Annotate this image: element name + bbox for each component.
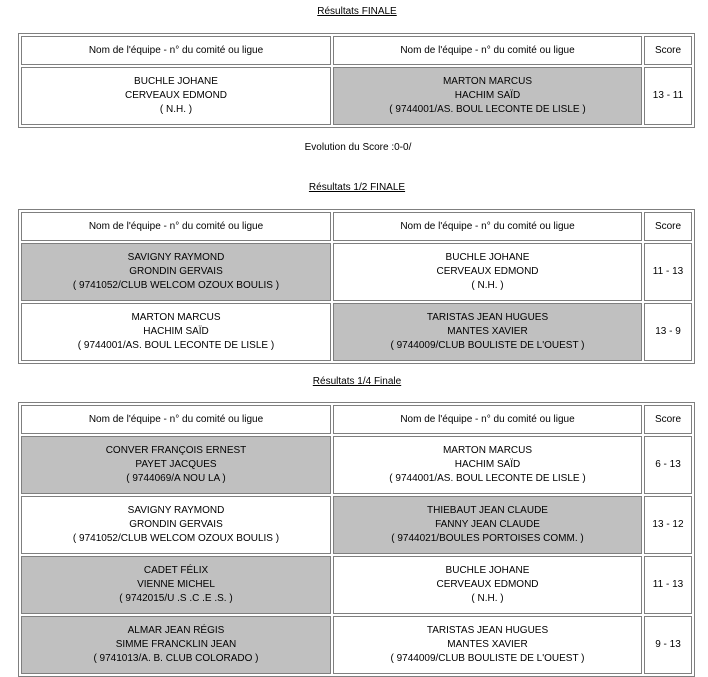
player-name: MARTON MARCUS bbox=[442, 445, 533, 456]
score-cell: 9 - 13 bbox=[644, 616, 692, 674]
team-club: ( 9741013/A. B. CLUB COLORADO ) bbox=[93, 653, 259, 664]
team-cell-2 bbox=[333, 303, 642, 361]
player-name: PAYET JACQUES bbox=[135, 459, 217, 470]
player-name: SIMME FRANCKLIN JEAN bbox=[115, 639, 237, 650]
team-club: ( 9744009/CLUB BOULISTE DE L'OUEST ) bbox=[390, 653, 585, 664]
team-club: ( N.H. ) bbox=[159, 104, 193, 115]
header-row bbox=[21, 212, 692, 241]
team-cell-2 bbox=[333, 496, 642, 554]
player-name: MANTES XAVIER bbox=[447, 639, 528, 650]
player-name: TARISTAS JEAN HUGUES bbox=[426, 312, 549, 323]
player-name: MARTON MARCUS bbox=[442, 76, 533, 87]
team-cell-1 bbox=[21, 496, 331, 554]
player-name: BUCHLE JOHANE bbox=[134, 76, 218, 87]
header-team-2: Nom de l'équipe - n° du comité ou ligue bbox=[333, 212, 642, 241]
team-club: ( 9744009/CLUB BOULISTE DE L'OUEST ) bbox=[390, 340, 585, 351]
team-club: ( 9741052/CLUB WELCOM OZOUX BOULIS ) bbox=[72, 533, 280, 544]
player-name: BUCHLE JOHANE bbox=[445, 565, 530, 576]
team-club: ( 9744001/AS. BOUL LECONTE DE LISLE ) bbox=[77, 340, 275, 351]
player-name: THIEBAUT JEAN CLAUDE bbox=[427, 505, 548, 516]
header-score: Score bbox=[644, 36, 692, 65]
header-team-2: Nom de l'équipe - n° du comité ou ligue bbox=[333, 36, 642, 65]
header-team-2: Nom de l'équipe - n° du comité ou ligue bbox=[333, 405, 642, 434]
score-cell: 13 - 11 bbox=[644, 67, 692, 125]
player-name: CADET FÉLIX bbox=[143, 565, 209, 576]
player-name: BUCHLE JOHANE bbox=[445, 252, 530, 263]
match-row bbox=[21, 243, 692, 301]
player-name: HACHIM SAÏD bbox=[454, 90, 521, 101]
player-name: CERVEAUX EDMOND bbox=[124, 90, 228, 101]
match-row bbox=[21, 436, 692, 494]
player-name: VIENNE MICHEL bbox=[137, 579, 215, 590]
team-cell-1 bbox=[21, 67, 331, 125]
player-name: ALMAR JEAN RÉGIS bbox=[127, 625, 225, 636]
team-cell-2 bbox=[333, 556, 642, 614]
player-name: CERVEAUX EDMOND bbox=[436, 266, 539, 277]
team-club: ( N.H. ) bbox=[471, 593, 504, 604]
section-title-quart-finale: Résultats 1/4 Finale bbox=[312, 376, 402, 387]
header-score: Score bbox=[644, 405, 692, 434]
team-cell-1 bbox=[21, 303, 331, 361]
player-name: CONVER FRANÇOIS ERNEST bbox=[105, 445, 247, 456]
player-name: HACHIM SAÏD bbox=[454, 459, 521, 470]
score-cell: 11 - 13 bbox=[644, 556, 692, 614]
section-title-demi-finale: Résultats 1/2 FINALE bbox=[308, 182, 406, 193]
score-cell: 13 - 9 bbox=[644, 303, 692, 361]
score-cell: 13 - 12 bbox=[644, 496, 692, 554]
match-row bbox=[21, 616, 692, 674]
team-club: ( 9744021/BOULES PORTOISES COMM. ) bbox=[391, 533, 584, 544]
score-cell: 6 - 13 bbox=[644, 436, 692, 494]
player-name: GRONDIN GERVAIS bbox=[129, 519, 223, 530]
player-name: CERVEAUX EDMOND bbox=[436, 579, 539, 590]
team-club: ( 9741052/CLUB WELCOM OZOUX BOULIS ) bbox=[72, 280, 280, 291]
player-name: MARTON MARCUS bbox=[131, 312, 221, 323]
header-row bbox=[21, 36, 692, 65]
score-cell: 11 - 13 bbox=[644, 243, 692, 301]
score-evolution: Evolution du Score :0-0/ bbox=[304, 142, 412, 153]
match-row bbox=[21, 303, 692, 361]
team-cell-1 bbox=[21, 436, 331, 494]
header-row bbox=[21, 405, 692, 434]
match-row bbox=[21, 496, 692, 554]
header-team-1: Nom de l'équipe - n° du comité ou ligue bbox=[21, 212, 331, 241]
header-team-1: Nom de l'équipe - n° du comité ou ligue bbox=[21, 36, 331, 65]
team-cell-1 bbox=[21, 556, 331, 614]
player-name: GRONDIN GERVAIS bbox=[129, 266, 223, 277]
player-name: TARISTAS JEAN HUGUES bbox=[426, 625, 549, 636]
team-cell-2 bbox=[333, 243, 642, 301]
team-cell-2 bbox=[333, 616, 642, 674]
player-name: HACHIM SAÏD bbox=[143, 326, 209, 337]
results-table-finale bbox=[18, 33, 695, 128]
team-cell-2 bbox=[333, 67, 642, 125]
player-name: FANNY JEAN CLAUDE bbox=[435, 519, 540, 530]
match-row bbox=[21, 556, 692, 614]
results-table-demi-finale bbox=[18, 209, 695, 364]
player-name: SAVIGNY RAYMOND bbox=[127, 505, 225, 516]
header-team-1: Nom de l'équipe - n° du comité ou ligue bbox=[21, 405, 331, 434]
team-club: ( 9742015/U .S .C .E .S. ) bbox=[119, 593, 233, 604]
team-club: ( 9744001/AS. BOUL LECONTE DE LISLE ) bbox=[389, 104, 586, 115]
player-name: MANTES XAVIER bbox=[447, 326, 528, 337]
header-score: Score bbox=[644, 212, 692, 241]
results-table-quart-finale bbox=[18, 402, 695, 677]
team-club: ( 9744069/A NOU LA ) bbox=[126, 473, 226, 484]
team-cell-2 bbox=[333, 436, 642, 494]
team-cell-1 bbox=[21, 243, 331, 301]
player-name: SAVIGNY RAYMOND bbox=[127, 252, 225, 263]
team-club: ( N.H. ) bbox=[471, 280, 504, 291]
team-cell-1 bbox=[21, 616, 331, 674]
team-club: ( 9744001/AS. BOUL LECONTE DE LISLE ) bbox=[389, 473, 586, 484]
section-title-finale: Résultats FINALE bbox=[317, 6, 397, 17]
match-row bbox=[21, 67, 692, 125]
